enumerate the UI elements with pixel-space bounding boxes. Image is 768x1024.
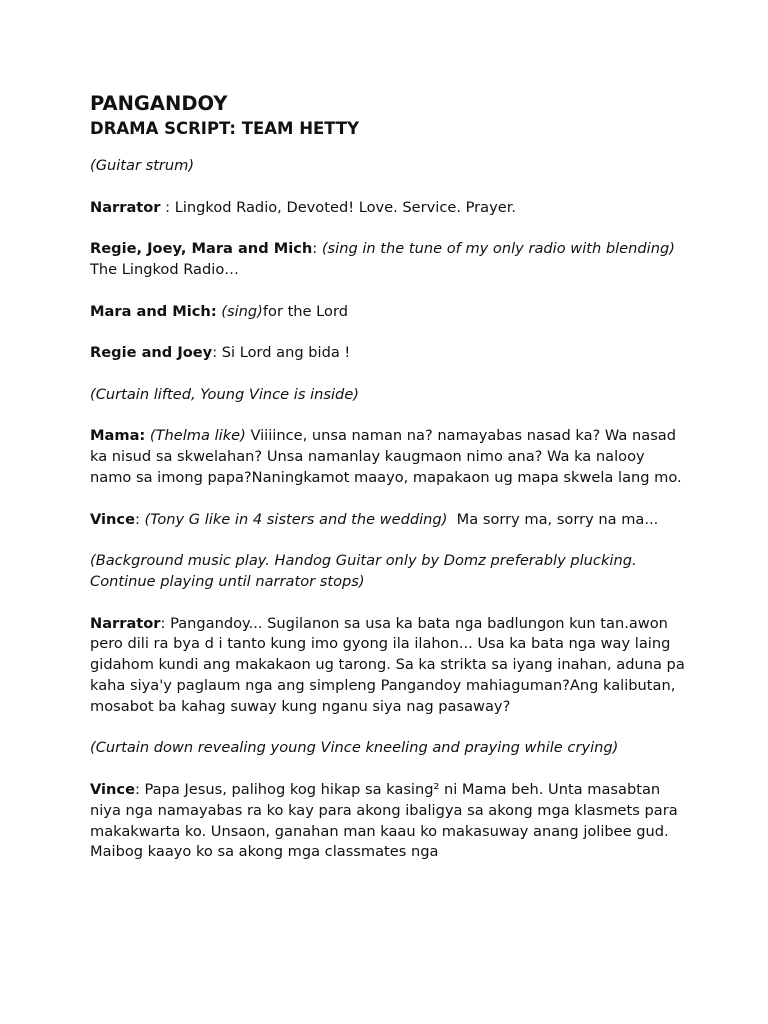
dialogue-text: Ma sorry ma, sorry na ma... <box>447 510 659 528</box>
stage-direction-curtain-down <box>90 738 690 759</box>
dialogue-regie-joey <box>90 343 690 364</box>
dialogue-text: Viiiince, unsa naman na? namayabas nasad ka? Wa nasad ka nisud sa skwelahan? Unsa namanlay kaugmaon nimo ana? Wa ka nalooy namo sa imong papa?Naningkamot maayo, mapakaon ug mapa skwela lang mo. <box>90 427 682 486</box>
dialogue-group-song <box>90 239 690 281</box>
dialogue-mama <box>90 426 690 488</box>
speaker-name: Regie, Joey, Mara and Mich <box>90 240 313 258</box>
speaker-name: Narrator <box>90 614 161 632</box>
document-title: PANGANDOY <box>90 92 228 115</box>
separator: : <box>312 240 322 258</box>
dialogue-text: The Lingkod Radio… <box>90 240 685 278</box>
document-subtitle: DRAMA SCRIPT: TEAM HETTY <box>90 119 360 138</box>
dialogue-vince-prayer <box>90 780 690 863</box>
stage-direction-background-music <box>90 551 690 593</box>
speaker-name: Regie and Joey <box>90 344 213 362</box>
stage-direction-text: (Thelma like) <box>145 427 246 445</box>
dialogue-vince-sorry <box>90 510 690 531</box>
dialogue-text: : Lingkod Radio, Devoted! Love. Service. Prayer. <box>160 198 517 216</box>
stage-direction-text: (Background music play. Handog Guitar only by Domz preferably plucking. Continue playing until narrator stops) <box>90 552 637 590</box>
stage-direction-curtain-lifted <box>90 385 690 406</box>
dialogue-text: : Pangandoy... Sugilanon sa usa ka bata nga badlungon kun tan.awon pero dili ra bya d i tanto kung imo gyong ila ilahon... Usa ka bata nga way laing gidahom kundi ang makakaon ug tarong. Sa ka strikta sa iyang inahan, aduna pa kaha siya'y paglaum nga ang simpleng Pangandoy mahiaguman?Ang kalibutan, mosabot ba kahag suway kung nganu siya nag pasaway? <box>90 614 685 715</box>
speaker-name: Vince <box>90 510 135 528</box>
stage-direction-text: (sing in the tune of my only radio with blending) <box>321 240 675 258</box>
stage-direction-text: (Tony G like in 4 sisters and the wedding) <box>144 510 448 528</box>
dialogue-text: : Si Lord ang bida ! <box>212 344 351 362</box>
stage-direction-text: (Guitar strum) <box>90 157 195 174</box>
script-page <box>90 92 690 884</box>
separator: : <box>134 510 145 528</box>
dialogue-text: for the Lord <box>262 302 348 320</box>
dialogue-text: : Papa Jesus, palihog kog hikap sa kasing² ni Mama beh. Unta masabtan niya nga namayabas ra ko kay para akong ibaligya sa akong mga klasmets para makakwarta ko. Unsaon, ganahan man kaau ko makasuway anang jolibee gud. Maibog kaayo ko sa akong mga classmates nga <box>90 780 678 861</box>
dialogue-mara-mich <box>90 302 690 323</box>
stage-direction-text: (Curtain down revealing young Vince kneeling and praying while crying) <box>90 739 619 757</box>
speaker-name: Mama: <box>90 427 146 445</box>
speaker-name: Narrator <box>90 198 161 216</box>
speaker-name: Vince <box>90 780 135 798</box>
speaker-name: Mara and Mich: <box>90 302 217 320</box>
dialogue-narrator-pangandoy <box>90 614 690 718</box>
dialogue-narrator-intro <box>90 198 690 219</box>
stage-direction-text: (sing) <box>216 302 263 320</box>
stage-direction-text: (Curtain lifted, Young Vince is inside) <box>90 385 359 403</box>
stage-direction-guitar-strum <box>90 156 690 177</box>
